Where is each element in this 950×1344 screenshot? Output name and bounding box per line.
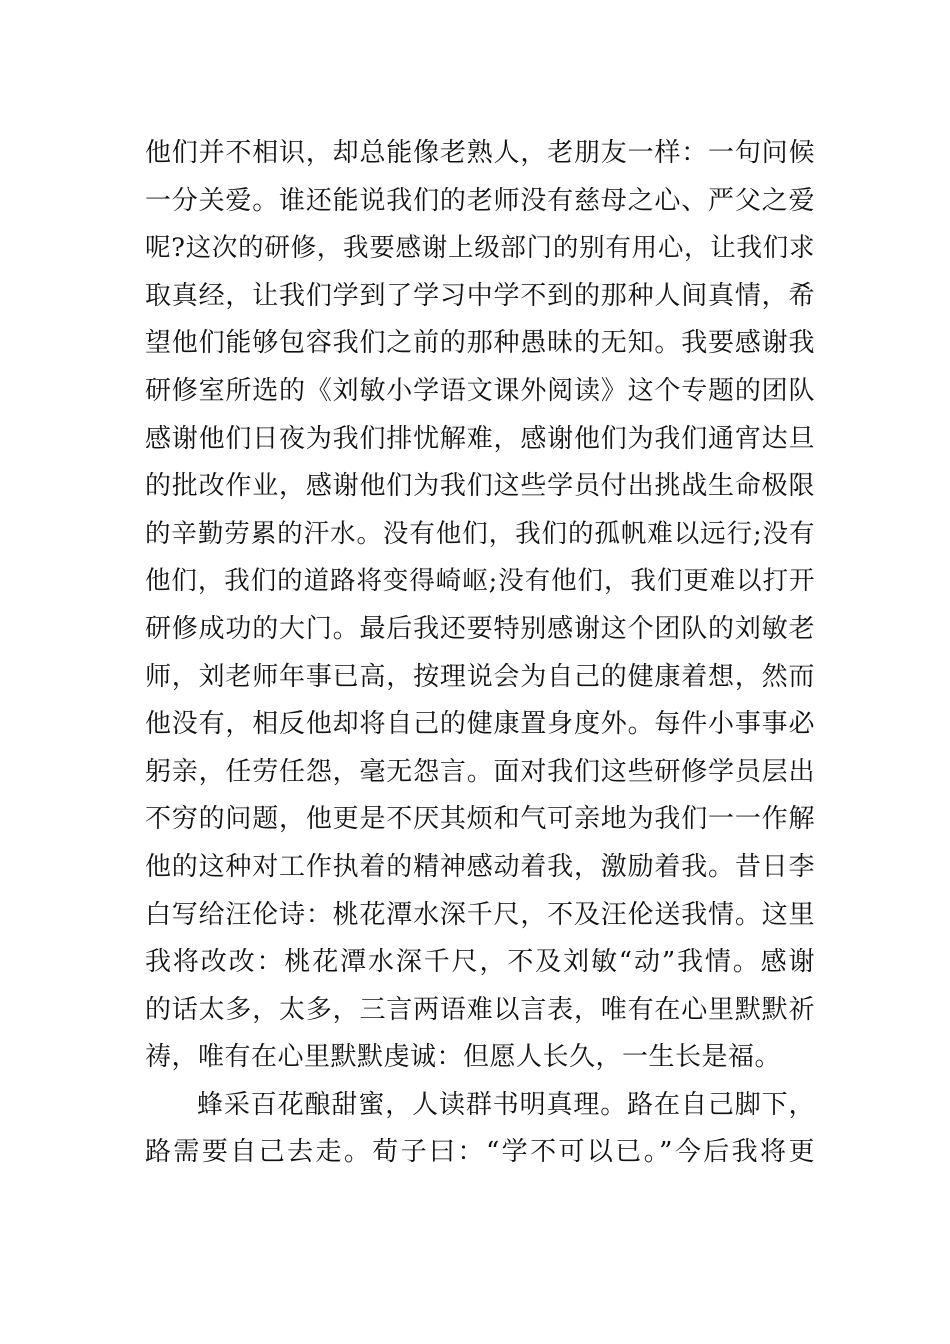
text-line: 不穷的问题，他更是不厌其烦和气可亲地为我们一一作解 (145, 804, 815, 835)
text-line: 研修室所选的《刘敏小学语文课外阅读》这个专题的团队 (145, 375, 815, 406)
text-line: 研修成功的大门。最后我还要特别感谢这个团队的刘敏老 (145, 613, 815, 644)
text-line: 取真经，让我们学到了学习中学不到的那种人间真情，希 (145, 280, 815, 311)
text-line: 的批改作业，感谢他们为我们这些学员付出挑战生命极限 (145, 471, 815, 502)
text-line: 感谢他们日夜为我们排忧解难，感谢他们为我们通宵达旦 (145, 423, 815, 454)
text-line: 望他们能够包容我们之前的那种愚昧的无知。我要感谢我 (145, 328, 815, 359)
paragraph-start-line: 蜂采百花酿甜蜜，人读群书明真理。路在自己脚下， (197, 1089, 815, 1120)
text-line: 他没有，相反他却将自己的健康置身度外。每件小事事必 (145, 709, 815, 740)
text-line: 师，刘老师年事已高，按理说会为自己的健康着想，然而 (145, 661, 815, 692)
text-line: 的话太多，太多，三言两语难以言表，唯有在心里默默祈 (145, 994, 815, 1025)
body-text (145, 130, 815, 1177)
text-line: 躬亲，任劳任怨，毫无怨言。面对我们这些研修学员层出 (145, 756, 815, 787)
paragraph-end-line: 祷，唯有在心里默默虔诚：但愿人长久，一生长是福。 (145, 1042, 782, 1073)
text-line: 路需要自己去走。荀子曰：“学不可以已。”今后我将更 (145, 1137, 815, 1168)
text-line: 的辛勤劳累的汗水。没有他们，我们的孤帆难以远行;没有 (145, 518, 815, 549)
text-line: 一分关爱。谁还能说我们的老师没有慈母之心、严父之爱 (145, 185, 815, 216)
text-line: 呢?这次的研修，我要感谢上级部门的别有用心，让我们求 (145, 233, 815, 264)
text-line: 我将改改：桃花潭水深千尺，不及刘敏“动”我情。感谢 (145, 947, 815, 978)
text-line: 他们并不相识，却总能像老熟人，老朋友一样：一句问候 (145, 138, 815, 168)
text-line: 白写给汪伦诗：桃花潭水深千尺，不及汪伦送我情。这里 (145, 899, 815, 930)
text-line: 他们，我们的道路将变得崎岖;没有他们，我们更难以打开 (145, 566, 815, 597)
text-line: 他的这种对工作执着的精神感动着我，激励着我。昔日李 (145, 851, 815, 882)
